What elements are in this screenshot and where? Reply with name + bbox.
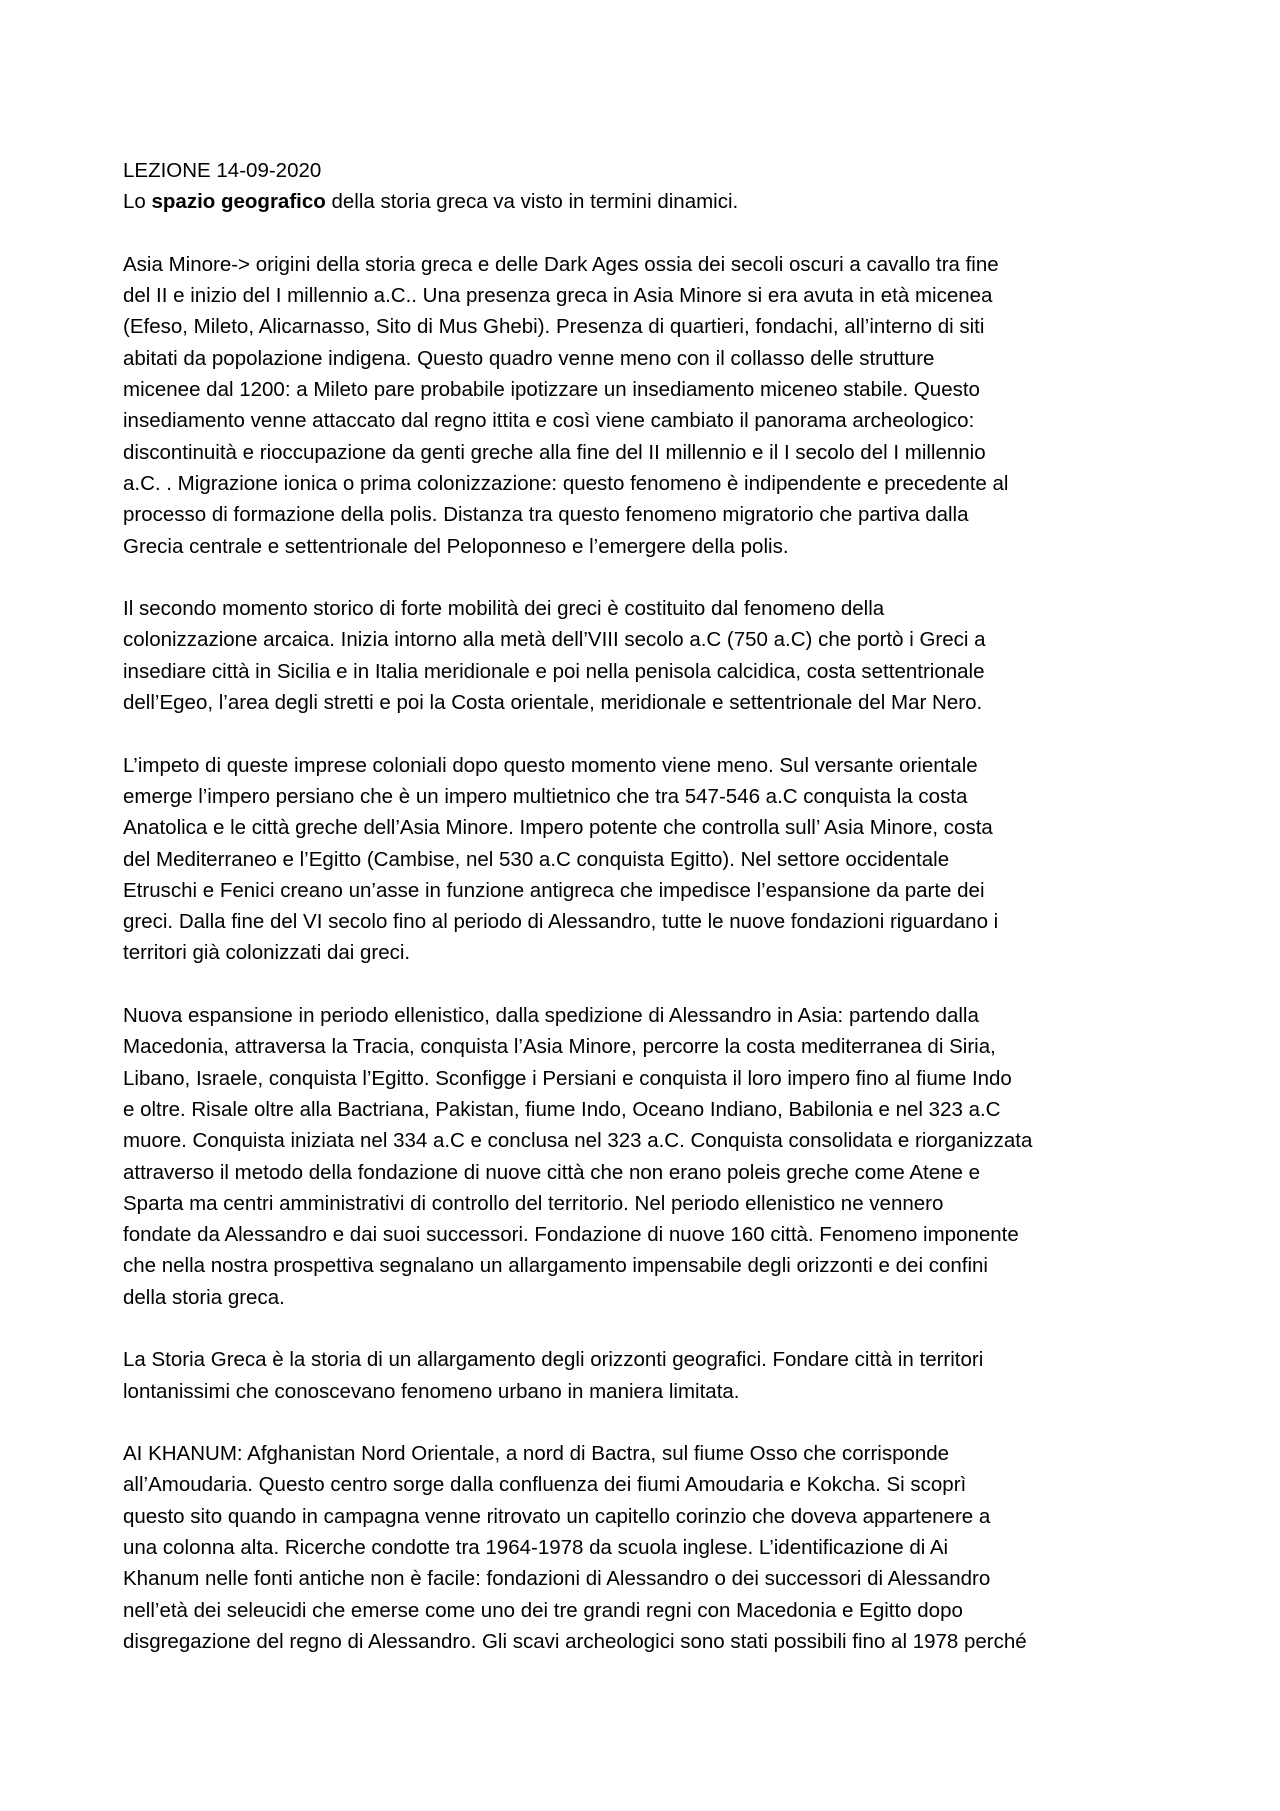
paragraph [123, 249, 1168, 562]
paragraph-line: Etruschi e Fenici creano un’asse in funzione antigreca che impedisce l’espansione da parte dei [123, 878, 985, 902]
paragraph-line: nell’età dei seleucidi che emerse come uno dei tre grandi regni con Macedonia e Egitto dopo [123, 1598, 963, 1622]
paragraph-line: Il secondo momento storico di forte mobilità dei greci è costituito dal fenomeno della [123, 597, 885, 621]
paragraph-line: insediare città in Sicilia e in Italia meridionale e poi nella penisola calcidica, costa settentrionale [123, 659, 985, 683]
paragraph-line: a.C. . Migrazione ionica o prima colonizzazione: questo fenomeno è indipendente e precedente al [123, 471, 1009, 495]
paragraph-line: Sparta ma centri amministrativi di controllo del territorio. Nel periodo ellenistico ne vennero [123, 1191, 944, 1215]
paragraph-line: lontanissimi che conoscevano fenomeno urbano in maniera limitata. [123, 1379, 740, 1403]
paragraph-line: emerge l’impero persiano che è un impero multietnico che tra 547-546 a.C conquista la costa [123, 784, 968, 808]
paragraph-line: Macedonia, attraversa la Tracia, conquista l’Asia Minore, percorre la costa mediterranea di Siria, [123, 1035, 996, 1059]
intro-line [123, 186, 1168, 217]
paragraph-line: una colonna alta. Ricerche condotte tra 1964-1978 da scuola inglese. L’identificazione di Ai [123, 1536, 949, 1560]
paragraph-spacer [123, 1313, 1168, 1344]
paragraph [123, 1344, 1168, 1407]
paragraph-spacer [123, 562, 1168, 593]
paragraph-line: Libano, Israele, conquista l’Egitto. Sconfigge i Persiani e conquista il loro impero fino al fiume Indo [123, 1066, 1012, 1090]
paragraph-line: territori già colonizzati dai greci. [123, 941, 411, 965]
paragraph-line: fondate da Alessandro e dai suoi successori. Fondazione di nuove 160 città. Fenomeno imponente [123, 1223, 1019, 1247]
paragraph-line: dell’Egeo, l’area degli stretti e poi la Costa orientale, meridionale e settentrionale del Mar Nero. [123, 691, 983, 715]
paragraph-spacer [123, 969, 1168, 1000]
paragraph-line: L’impeto di queste imprese coloniali dopo questo momento viene meno. Sul versante orientale [123, 753, 978, 777]
paragraph-line: Nuova espansione in periodo ellenistico, dalla spedizione di Alessandro in Asia: partendo dalla [123, 1004, 979, 1028]
intro-bold-term: spazio geografico [151, 190, 326, 214]
paragraph-line: (Efeso, Mileto, Alicarnasso, Sito di Mus Ghebi). Presenza di quartieri, fondachi, all’interno di siti [123, 315, 985, 339]
paragraph [123, 750, 1168, 969]
paragraph-line: che nella nostra prospettiva segnalano un allargamento impensabile degli orizzonti e dei confini [123, 1254, 988, 1278]
paragraph-line: e oltre. Risale oltre alla Bactriana, Pakistan, fiume Indo, Oceano Indiano, Babilonia e nel 323 a.C [123, 1097, 1001, 1121]
paragraph-line: Khanum nelle fonti antiche non è facile: fondazioni di Alessandro o dei successori di Alessandro [123, 1567, 991, 1591]
paragraph-line: attraverso il metodo della fondazione di nuove città che non erano poleis greche come Atene e [123, 1160, 980, 1184]
paragraph-line: micenee dal 1200: a Mileto pare probabile ipotizzare un insediamento miceneo stabile. Questo [123, 378, 980, 402]
paragraph-line: all’Amoudaria. Questo centro sorge dalla confluenza dei fiumi Amoudaria e Kokcha. Si scoprì [123, 1473, 967, 1497]
paragraph-line: muore. Conquista iniziata nel 334 a.C e conclusa nel 323 a.C. Conquista consolidata e riorganizzata [123, 1129, 1033, 1153]
paragraph-spacer [123, 1407, 1168, 1438]
paragraph-line: greci. Dalla fine del VI secolo fino al periodo di Alessandro, tutte le nuove fondazioni riguardano i [123, 910, 999, 934]
paragraph [123, 1438, 1168, 1657]
paragraph [123, 593, 1168, 718]
paragraph-line: Grecia centrale e settentrionale del Peloponneso e l’emergere della polis. [123, 534, 789, 558]
paragraph-spacer [123, 218, 1168, 249]
paragraph-line: del II e inizio del I millennio a.C.. Una presenza greca in Asia Minore si era avuta in età micenea [123, 284, 993, 308]
paragraph-spacer [123, 718, 1168, 749]
document-page [123, 155, 1168, 1657]
paragraph-line: insediamento venne attaccato dal regno ittita e così viene cambiato il panorama archeologico: [123, 409, 975, 433]
paragraph-line: Asia Minore-> origini della storia greca e delle Dark Ages ossia dei secoli oscuri a cavallo tra fine [123, 252, 999, 276]
paragraph [123, 1000, 1168, 1313]
paragraph-line: Anatolica e le città greche dell’Asia Minore. Impero potente che controlla sull’ Asia Minore, costa [123, 816, 993, 840]
paragraph-line: colonizzazione arcaica. Inizia intorno alla metà dell’VIII secolo a.C (750 a.C) che portò i Greci a [123, 628, 986, 652]
paragraph-line: disgregazione del regno di Alessandro. Gli scavi archeologici sono stati possibili fino al 1978 perché [123, 1629, 1027, 1653]
paragraph-line: AI KHANUM: Afghanistan Nord Orientale, a nord di Bactra, sul fiume Osso che corrisponde [123, 1442, 950, 1466]
paragraph-line: abitati da popolazione indigena. Questo quadro venne meno con il collasso delle strutture [123, 346, 935, 370]
paragraph-line: questo sito quando in campagna venne ritrovato un capitello corinzio che doveva appartenere a [123, 1504, 991, 1528]
paragraph-line: La Storia Greca è la storia di un allargamento degli orizzonti geografici. Fondare città in territori [123, 1348, 984, 1372]
paragraphs-container [123, 218, 1168, 1658]
paragraph-line: processo di formazione della polis. Distanza tra questo fenomeno migratorio che partiva dalla [123, 503, 969, 527]
lesson-heading: LEZIONE 14-09-2020 [123, 159, 322, 182]
paragraph-line: della storia greca. [123, 1285, 285, 1309]
paragraph-line: discontinuità e rioccupazione da genti greche alla fine del II millennio e il I secolo del I millennio [123, 440, 986, 464]
intro-text-pre: Lo [123, 190, 152, 214]
intro-text-post: della storia greca va visto in termini dinamici. [325, 190, 739, 214]
paragraph-line: del Mediterraneo e l’Egitto (Cambise, nel 530 a.C conquista Egitto). Nel settore occidentale [123, 847, 950, 871]
